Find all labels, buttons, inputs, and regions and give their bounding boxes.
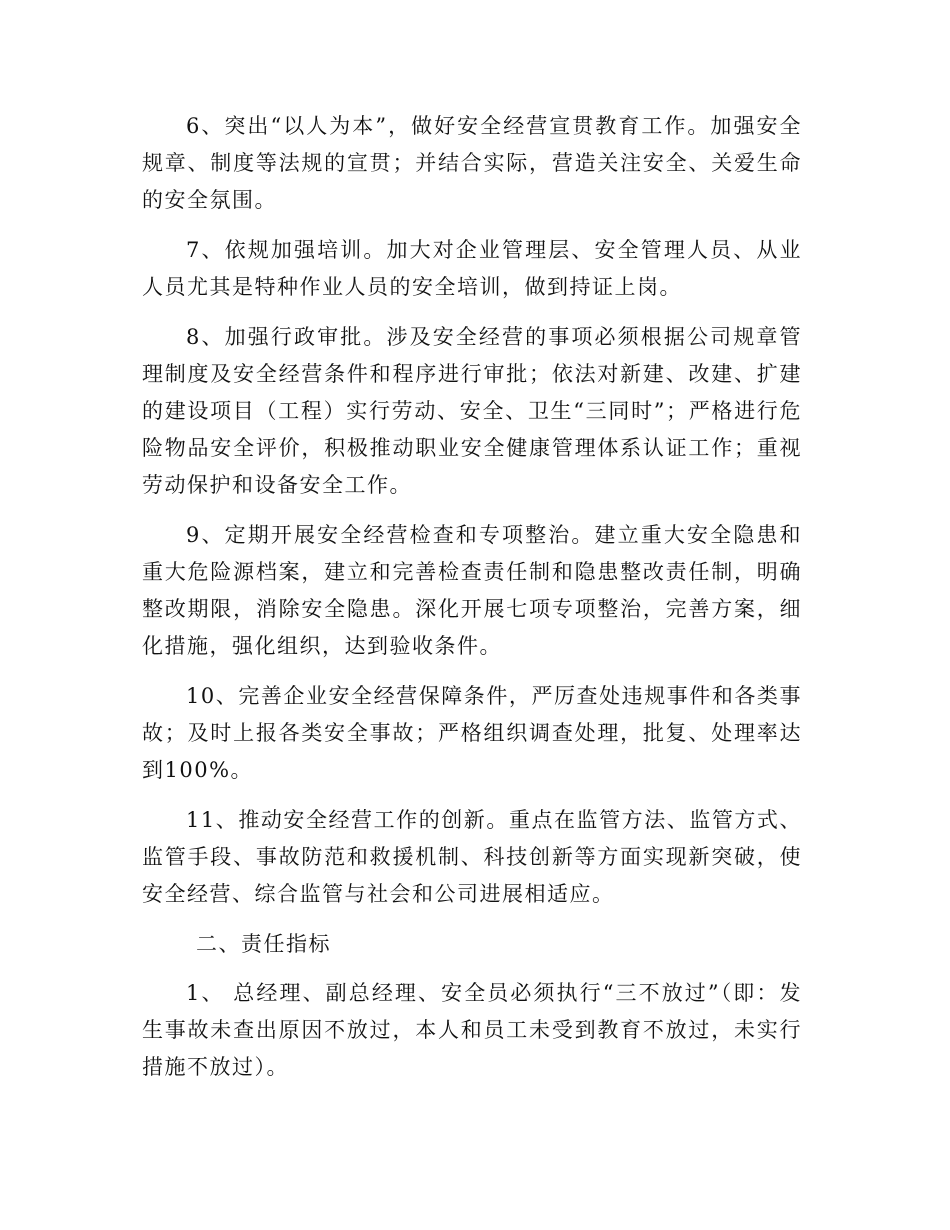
document-body	[142, 108, 802, 1099]
paragraph-item-10: 10、完善企业安全经营保障条件，严厉查处违规事件和各类事故；及时上报各类安全事故；严格组织调查处理，批复、处理率达到100%。	[142, 684, 802, 782]
paragraph-responsibility-1: 1、 总经理、副总经理、安全员必须执行“三不放过”（即：发生事故未查出原因不放过，本人和员工未受到教育不放过，未实行措施不放过）。	[142, 981, 802, 1079]
paragraph-item-7: 7、依规加强培训。加大对企业管理层、安全管理人员、从业人员尤其是特种作业人员的安全培训，做到持证上岗。	[142, 238, 802, 299]
paragraph-item-9: 9、定期开展安全经营检查和专项整治。建立重大安全隐患和重大危险源档案，建立和完善检查责任制和隐患整改责任制，明确整改期限，消除安全隐患。深化开展七项专项整治，完善方案，细化措施，强化组织，达到验收条件。	[142, 523, 802, 658]
paragraph-item-11: 11、推动安全经营工作的创新。重点在监管方法、监管方式、监管手段、事故防范和救援机制、科技创新等方面实现新突破，使安全经营、综合监管与社会和公司进展相适应。	[142, 808, 802, 906]
paragraph-item-6: 6、突出“以人为本”，做好安全经营宣贯教育工作。加强安全规章、制度等法规的宣贯；并结合实际，营造关注安全、关爱生命的安全氛围。	[142, 114, 802, 212]
section-heading: 二、责任指标	[196, 932, 331, 956]
paragraph-item-8: 8、加强行政审批。涉及安全经营的事项必须根据公司规章管理制度及安全经营条件和程序进行审批；依法对新建、改建、扩建的建设项目（工程）实行劳动、安全、卫生“三同时”；严格进行危险物品安全评价，积极推动职业安全健康管理体系认证工作；重视劳动保护和设备安全工作。	[142, 325, 802, 497]
